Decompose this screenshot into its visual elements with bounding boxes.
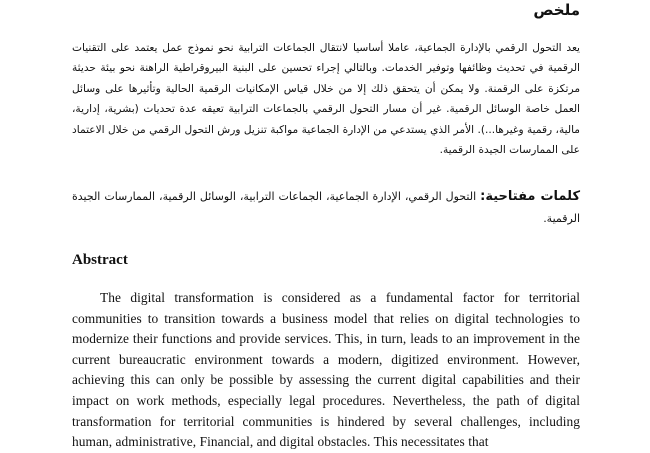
arabic-keywords: [72, 186, 580, 230]
arabic-keywords-label: كلمات مفتاحية:: [480, 189, 581, 204]
english-abstract-heading: Abstract: [72, 252, 128, 268]
paper-page: [72, 0, 581, 450]
arabic-abstract-body: يعد التحول الرقمي بالإدارة الجماعية، عاملا أساسيا لانتقال الجماعات الترابية نحو نموذج عمل يعتمد على التقنيات الرقمية في تحديث وظائفها وتوفير الخدمات. وبالتالي إجراء تحسين على البنية البيروقراطية الراهنة نحو بيئة حديثة مرتكزة على الرقمنة. ولا يمكن أن يتحقق ذلك إلا من خلال قياس الإمكانيات الرقمية الحالية وتأثيرها على وسائل العمل خاصة الوسائل الرقمية. غير أن مسار التحول الرقمي بالجماعات الترابية تعيقه عدة تحديات (بشرية، إدارية، مالية، رقمية وغيرها...). الأمر الذي يستدعي من الإدارة الجماعية مواكبة تنزيل ورش التحول الرقمي من خلال الاعتماد على الممارسات الجيدة الرقمية.: [72, 42, 580, 157]
english-abstract-body: The digital transformation is considered as a fundamental factor for territorial communities to transition towards a business model that relies on digital technologies to modernize their functions and provide services. This, in turn, leads to an improvement in the current bureaucratic environment towards a modern, digitized environment. However, achieving this can only be possible by assessing the current digital capabilities and their impact on work methods, especially legal procedures. Nevertheless, the path of digital transformation for territorial communities is hindered by several challenges, including human, administrative, Financial, and digital obstacles. This necessitates that: [72, 290, 580, 450]
arabic-abstract-heading: ملخص: [533, 1, 580, 19]
arabic-keywords-list: التحول الرقمي، الإدارة الجماعية، الجماعات الترابية، الوسائل الرقمية، الممارسات الجيدة الرقمية.: [72, 190, 580, 225]
